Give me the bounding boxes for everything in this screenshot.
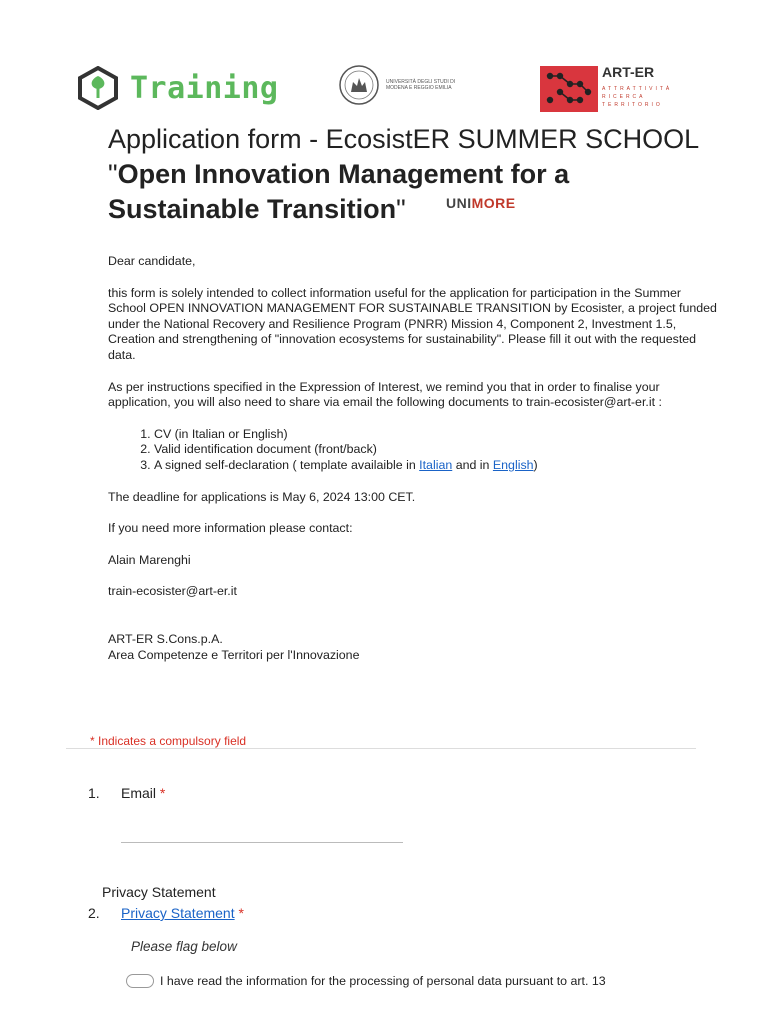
arter-line3: TERRITORIO xyxy=(602,102,663,108)
required-field-note: * Indicates a compulsory field xyxy=(90,734,247,748)
deadline-text: The deadline for applications is May 6, 2024 13:00 CET. xyxy=(108,489,416,504)
list-item: 3. A signed self-declaration ( template availaible in Italian and in English) xyxy=(154,458,718,474)
training-logo xyxy=(76,66,279,110)
org-area: Area Competenze e Territori per l'Innovazione xyxy=(108,647,360,662)
checkbox-label: I have read the information for the processing of personal data pursuant to art. 13 xyxy=(160,974,606,988)
privacy-checkbox-row[interactable] xyxy=(126,974,606,988)
list-item: 2. Valid identification document (front/back) xyxy=(154,442,718,458)
university-seal-icon xyxy=(338,64,380,106)
email-input[interactable] xyxy=(121,842,403,843)
instructions-paragraph: As per instructions specified in the Expression of Interest, we remind you that in order to finalise your application, you will also need to share via email the following documents to train-ecosister@art-er.it : xyxy=(108,379,662,410)
arter-name: ART-ER xyxy=(602,64,655,80)
org-name: ART-ER S.Cons.p.A. xyxy=(108,631,223,646)
unimore-name: UNIMORE xyxy=(446,195,516,211)
unimore-sub1: UNIVERSITÀ DEGLI STUDI DI xyxy=(386,79,456,85)
contact-email: train-ecosister@art-er.it xyxy=(108,584,237,599)
arter-logo xyxy=(540,64,673,114)
leaf-hexagon-icon xyxy=(76,66,120,110)
form-title: Application form - EcosistER SUMMER SCHOOL "Open Innovation Management for a Sustainable Transition" xyxy=(108,124,699,224)
contact-intro: If you need more information please contact: xyxy=(108,521,353,536)
arter-line2: RICERCA xyxy=(602,94,646,100)
unimore-sub2: MODENA E REGGIO EMILIA xyxy=(386,85,452,91)
divider xyxy=(66,748,696,749)
greeting: Dear candidate, xyxy=(108,254,196,268)
arter-dots-icon xyxy=(540,66,598,112)
english-template-link[interactable]: English xyxy=(492,457,534,472)
privacy-statement-link[interactable]: Privacy Statement xyxy=(121,905,235,921)
italian-template-link[interactable]: Italian xyxy=(419,457,453,472)
privacy-checkbox[interactable] xyxy=(126,974,154,988)
flag-hint: Please flag below xyxy=(131,939,237,954)
question-number: 2. xyxy=(88,905,100,921)
training-logo-text: Training xyxy=(130,70,279,106)
list-item: 1. CV (in Italian or English) xyxy=(154,427,718,443)
privacy-section-heading: Privacy Statement xyxy=(102,884,216,900)
documents-list xyxy=(108,427,718,474)
question-number: 1. xyxy=(88,785,100,801)
unimore-logo xyxy=(338,64,516,211)
arter-line1: ATTRATTIVITÀ xyxy=(602,86,673,92)
contact-name: Alain Marenghi xyxy=(108,552,191,567)
intro-paragraph: this form is solely intended to collect information useful for the application for participation in the Summer School OPEN INNOVATION MANAGEMENT FOR SUSTAINABLE TRANSITION by Ecosister, a project funded under the National Recovery and Resilience Program (PNRR) Mission 4, Component 2, Investment 1.5, Creation and strengthening of "innovation ecosystems for sustainability". Please fill it out with the requested data. xyxy=(108,285,717,362)
form-description xyxy=(108,254,718,663)
question-label: Privacy Statement * xyxy=(121,905,244,921)
question-label: Email * xyxy=(121,785,166,801)
